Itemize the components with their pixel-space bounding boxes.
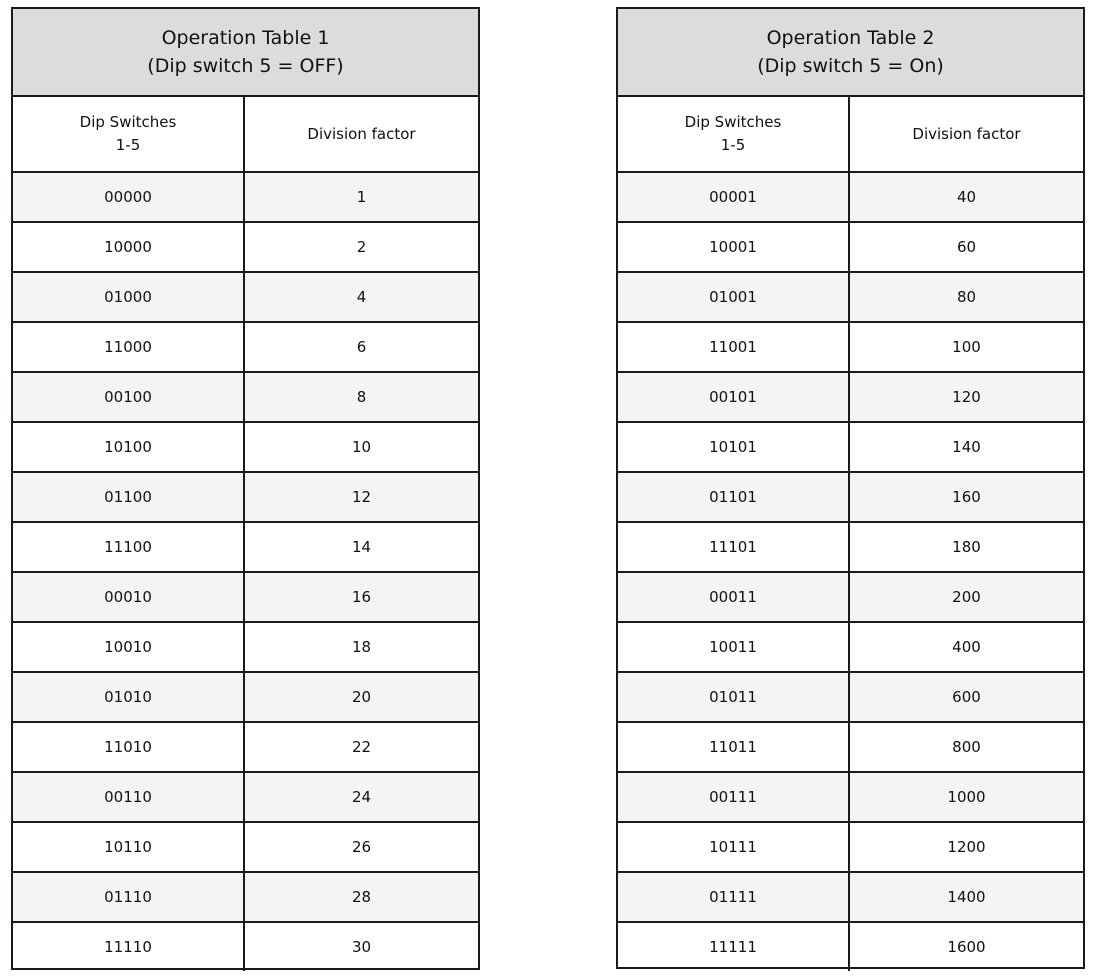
division-factor-cell: 8 bbox=[356, 388, 367, 406]
dip-switch-setting-cell: 10101 bbox=[618, 423, 850, 471]
operation-table-1 bbox=[11, 7, 480, 970]
column-header-division-factor: Division factor bbox=[912, 124, 1021, 143]
table-title-line-1: Operation Table 1 bbox=[161, 27, 330, 49]
division-factor-cell: 160 bbox=[952, 488, 981, 506]
dip-switch-setting-cell: 01011 bbox=[618, 673, 850, 721]
table-row bbox=[13, 623, 478, 673]
division-factor-cell: 1600 bbox=[947, 938, 986, 956]
table-header-row bbox=[618, 97, 1083, 173]
column-header-line-2: 1-5 bbox=[720, 136, 746, 154]
dip-switch-setting-cell: 10010 bbox=[13, 623, 245, 671]
dip-switch-setting-cell: 01111 bbox=[618, 873, 850, 921]
table-title-line-2: (Dip switch 5 = OFF) bbox=[147, 55, 344, 77]
table-row bbox=[618, 523, 1083, 573]
division-factor-cell: 60 bbox=[956, 238, 977, 256]
division-factor-cell: 22 bbox=[351, 738, 372, 756]
table-row bbox=[13, 423, 478, 473]
table-row bbox=[13, 923, 478, 971]
table-row bbox=[618, 823, 1083, 873]
table-row bbox=[618, 623, 1083, 673]
division-factor-cell: 2 bbox=[356, 238, 367, 256]
dip-switch-setting-cell: 11010 bbox=[13, 723, 245, 771]
dip-switch-setting-cell: 10011 bbox=[618, 623, 850, 671]
table-row bbox=[13, 173, 478, 223]
division-factor-cell: 16 bbox=[351, 588, 372, 606]
table-row bbox=[13, 823, 478, 873]
column-header-dip-switches bbox=[13, 97, 245, 171]
dip-switch-setting-cell: 01100 bbox=[13, 473, 245, 521]
division-factor-cell: 1200 bbox=[947, 838, 986, 856]
dip-switch-setting-cell: 01101 bbox=[618, 473, 850, 521]
division-factor-cell: 18 bbox=[351, 638, 372, 656]
division-factor-cell: 400 bbox=[952, 638, 981, 656]
dip-switch-setting-cell: 11100 bbox=[13, 523, 245, 571]
table-title-line-1: Operation Table 2 bbox=[766, 27, 935, 49]
table-row bbox=[13, 473, 478, 523]
dip-switch-setting-cell: 11110 bbox=[13, 923, 245, 971]
table-row bbox=[13, 773, 478, 823]
division-factor-cell: 800 bbox=[952, 738, 981, 756]
table-body bbox=[618, 173, 1083, 971]
dip-switch-setting-cell: 01001 bbox=[618, 273, 850, 321]
table-title-line-2: (Dip switch 5 = On) bbox=[757, 55, 944, 77]
table-row bbox=[13, 223, 478, 273]
table-row bbox=[13, 573, 478, 623]
dip-switch-setting-cell: 10111 bbox=[618, 823, 850, 871]
table-row bbox=[618, 173, 1083, 223]
dip-switch-setting-cell: 00010 bbox=[13, 573, 245, 621]
division-factor-cell: 4 bbox=[356, 288, 367, 306]
division-factor-cell: 140 bbox=[952, 438, 981, 456]
dip-switch-setting-cell: 11000 bbox=[13, 323, 245, 371]
division-factor-cell: 120 bbox=[952, 388, 981, 406]
table-row bbox=[618, 673, 1083, 723]
table-row bbox=[618, 323, 1083, 373]
table-row bbox=[618, 773, 1083, 823]
division-factor-cell: 600 bbox=[952, 688, 981, 706]
division-factor-cell: 28 bbox=[351, 888, 372, 906]
table-row bbox=[618, 273, 1083, 323]
dip-switch-setting-cell: 10110 bbox=[13, 823, 245, 871]
dip-switch-setting-cell: 00111 bbox=[618, 773, 850, 821]
division-factor-cell: 100 bbox=[952, 338, 981, 356]
dip-switch-setting-cell: 01000 bbox=[13, 273, 245, 321]
dip-switch-setting-cell: 11111 bbox=[618, 923, 850, 971]
table-row bbox=[13, 873, 478, 923]
division-factor-cell: 26 bbox=[351, 838, 372, 856]
dip-switch-setting-cell: 00011 bbox=[618, 573, 850, 621]
dip-switch-setting-cell: 00100 bbox=[13, 373, 245, 421]
table-row bbox=[13, 523, 478, 573]
table-row bbox=[13, 723, 478, 773]
table-row bbox=[618, 923, 1083, 971]
table-body bbox=[13, 173, 478, 971]
table-row bbox=[13, 373, 478, 423]
dip-switch-setting-cell: 00110 bbox=[13, 773, 245, 821]
division-factor-cell: 10 bbox=[351, 438, 372, 456]
column-header-line-2: 1-5 bbox=[115, 136, 141, 154]
dip-switch-setting-cell: 01010 bbox=[13, 673, 245, 721]
table-row bbox=[618, 873, 1083, 923]
table-row bbox=[13, 273, 478, 323]
table-row bbox=[618, 723, 1083, 773]
dip-switch-setting-cell: 00101 bbox=[618, 373, 850, 421]
dip-switch-setting-cell: 00001 bbox=[618, 173, 850, 221]
division-factor-cell: 180 bbox=[952, 538, 981, 556]
table-row bbox=[618, 573, 1083, 623]
division-factor-cell: 200 bbox=[952, 588, 981, 606]
division-factor-cell: 30 bbox=[351, 938, 372, 956]
table-row bbox=[13, 323, 478, 373]
dip-switch-setting-cell: 01110 bbox=[13, 873, 245, 921]
dip-switch-setting-cell: 11001 bbox=[618, 323, 850, 371]
division-factor-cell: 14 bbox=[351, 538, 372, 556]
division-factor-cell: 1400 bbox=[947, 888, 986, 906]
dip-switch-setting-cell: 10001 bbox=[618, 223, 850, 271]
table-row bbox=[13, 673, 478, 723]
division-factor-cell: 1 bbox=[356, 188, 367, 206]
dip-switch-setting-cell: 10100 bbox=[13, 423, 245, 471]
division-factor-cell: 24 bbox=[351, 788, 372, 806]
table-row bbox=[618, 373, 1083, 423]
division-factor-cell: 20 bbox=[351, 688, 372, 706]
column-header-division-factor: Division factor bbox=[307, 124, 416, 143]
table-title bbox=[618, 9, 1083, 97]
column-header-line-1: Dip Switches bbox=[684, 113, 782, 131]
dip-switch-setting-cell: 11011 bbox=[618, 723, 850, 771]
table-title bbox=[13, 9, 478, 97]
division-factor-cell: 12 bbox=[351, 488, 372, 506]
table-row bbox=[618, 473, 1083, 523]
division-factor-cell: 40 bbox=[956, 188, 977, 206]
table-row bbox=[618, 423, 1083, 473]
division-factor-cell: 1000 bbox=[947, 788, 986, 806]
dip-switch-setting-cell: 00000 bbox=[13, 173, 245, 221]
division-factor-cell: 80 bbox=[956, 288, 977, 306]
operation-table-2 bbox=[616, 7, 1085, 969]
dip-switch-setting-cell: 11101 bbox=[618, 523, 850, 571]
column-header-dip-switches bbox=[618, 97, 850, 171]
dip-switch-setting-cell: 10000 bbox=[13, 223, 245, 271]
division-factor-cell: 6 bbox=[356, 338, 367, 356]
table-row bbox=[618, 223, 1083, 273]
column-header-line-1: Dip Switches bbox=[79, 113, 177, 131]
table-header-row bbox=[13, 97, 478, 173]
